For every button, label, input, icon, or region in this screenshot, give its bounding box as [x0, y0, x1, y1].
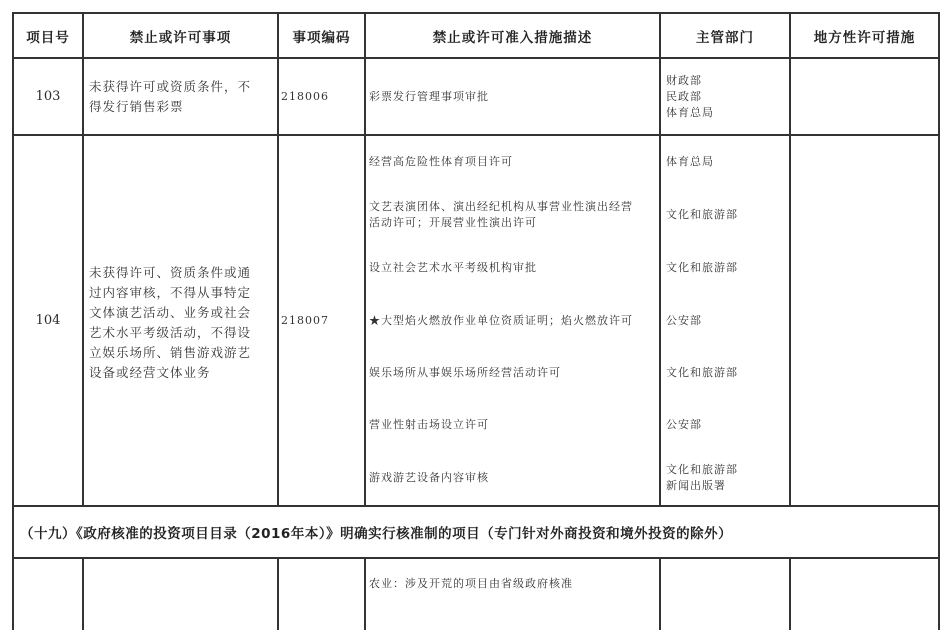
- header-project-number: 项目号: [26, 29, 70, 46]
- measure-item: 营业性射击场设立许可: [369, 418, 489, 431]
- department-item: 公安部: [666, 418, 702, 431]
- header-local-measures: 地方性许可措施: [813, 29, 916, 46]
- column-border: [789, 12, 791, 507]
- header-divider: [12, 57, 940, 59]
- column-border: [12, 557, 14, 630]
- section-heading: （十九）《政府核准的投资项目目录（2016年本）》明确实行核准制的项目（专门针对外商投资和境外投资的除外）: [20, 526, 733, 542]
- row-103-number: 103: [35, 89, 61, 104]
- column-border: [938, 557, 940, 630]
- row-divider: [12, 505, 940, 507]
- department-item: 体育总局: [666, 155, 714, 168]
- row-divider: [12, 557, 940, 559]
- column-border: [659, 12, 661, 507]
- column-border: [82, 557, 84, 630]
- header-department: 主管部门: [696, 29, 754, 46]
- column-border: [364, 12, 366, 507]
- column-border: [82, 12, 84, 507]
- row-104-code: 218007: [281, 314, 329, 327]
- column-border: [938, 12, 940, 507]
- column-border: [12, 505, 14, 559]
- measure-item: 文艺表演团体、演出经纪机构从事营业性演出经营 活动许可；开展营业性演出许可: [369, 200, 633, 229]
- row-103-measure: 彩票发行管理事项审批: [369, 90, 489, 103]
- column-border: [277, 12, 279, 507]
- partial-row-measure: 农业：涉及开荒的项目由省级政府核准: [369, 577, 573, 590]
- header-item-code: 事项编码: [292, 29, 351, 46]
- row-divider: [12, 134, 940, 136]
- header-item: 禁止或许可事项: [129, 29, 232, 46]
- measure-item: 设立社会艺术水平考级机构审批: [369, 261, 537, 274]
- column-border: [659, 557, 661, 630]
- department-item: 公安部: [666, 314, 702, 327]
- measure-item: 娱乐场所从事娱乐场所经营活动许可: [369, 366, 561, 379]
- department-item: 文化和旅游部: [666, 366, 738, 379]
- column-border: [789, 557, 791, 630]
- department-item: 文化和旅游部: [666, 261, 738, 274]
- column-border: [364, 557, 366, 630]
- column-border: [277, 557, 279, 630]
- row-103-departments: 财政部 民政部 体育总局: [666, 74, 714, 119]
- department-item: 文化和旅游部: [666, 208, 738, 221]
- header-measure-description: 禁止或许可准入措施描述: [432, 29, 593, 46]
- column-border: [938, 505, 940, 559]
- measure-item: 经营高危险性体育项目许可: [369, 155, 513, 168]
- row-103-code: 218006: [281, 90, 329, 103]
- department-item: 文化和旅游部 新闻出版署: [666, 463, 738, 492]
- measure-item: 游戏游艺设备内容审核: [369, 471, 489, 484]
- row-103-item: 未获得许可或资质条件，不 得发行销售彩票: [89, 79, 252, 114]
- measure-item: ★大型焰火燃放作业单位资质证明；焰火燃放许可: [369, 314, 633, 327]
- row-104-item: 未获得许可、资质条件或通 过内容审核，不得从事特定 文体演艺活动、业务或社会 艺术水平考级活动，不得设 立娱乐场所、销售游戏游艺 设备或经营文体业务: [89, 265, 252, 380]
- row-104-number: 104: [35, 313, 61, 328]
